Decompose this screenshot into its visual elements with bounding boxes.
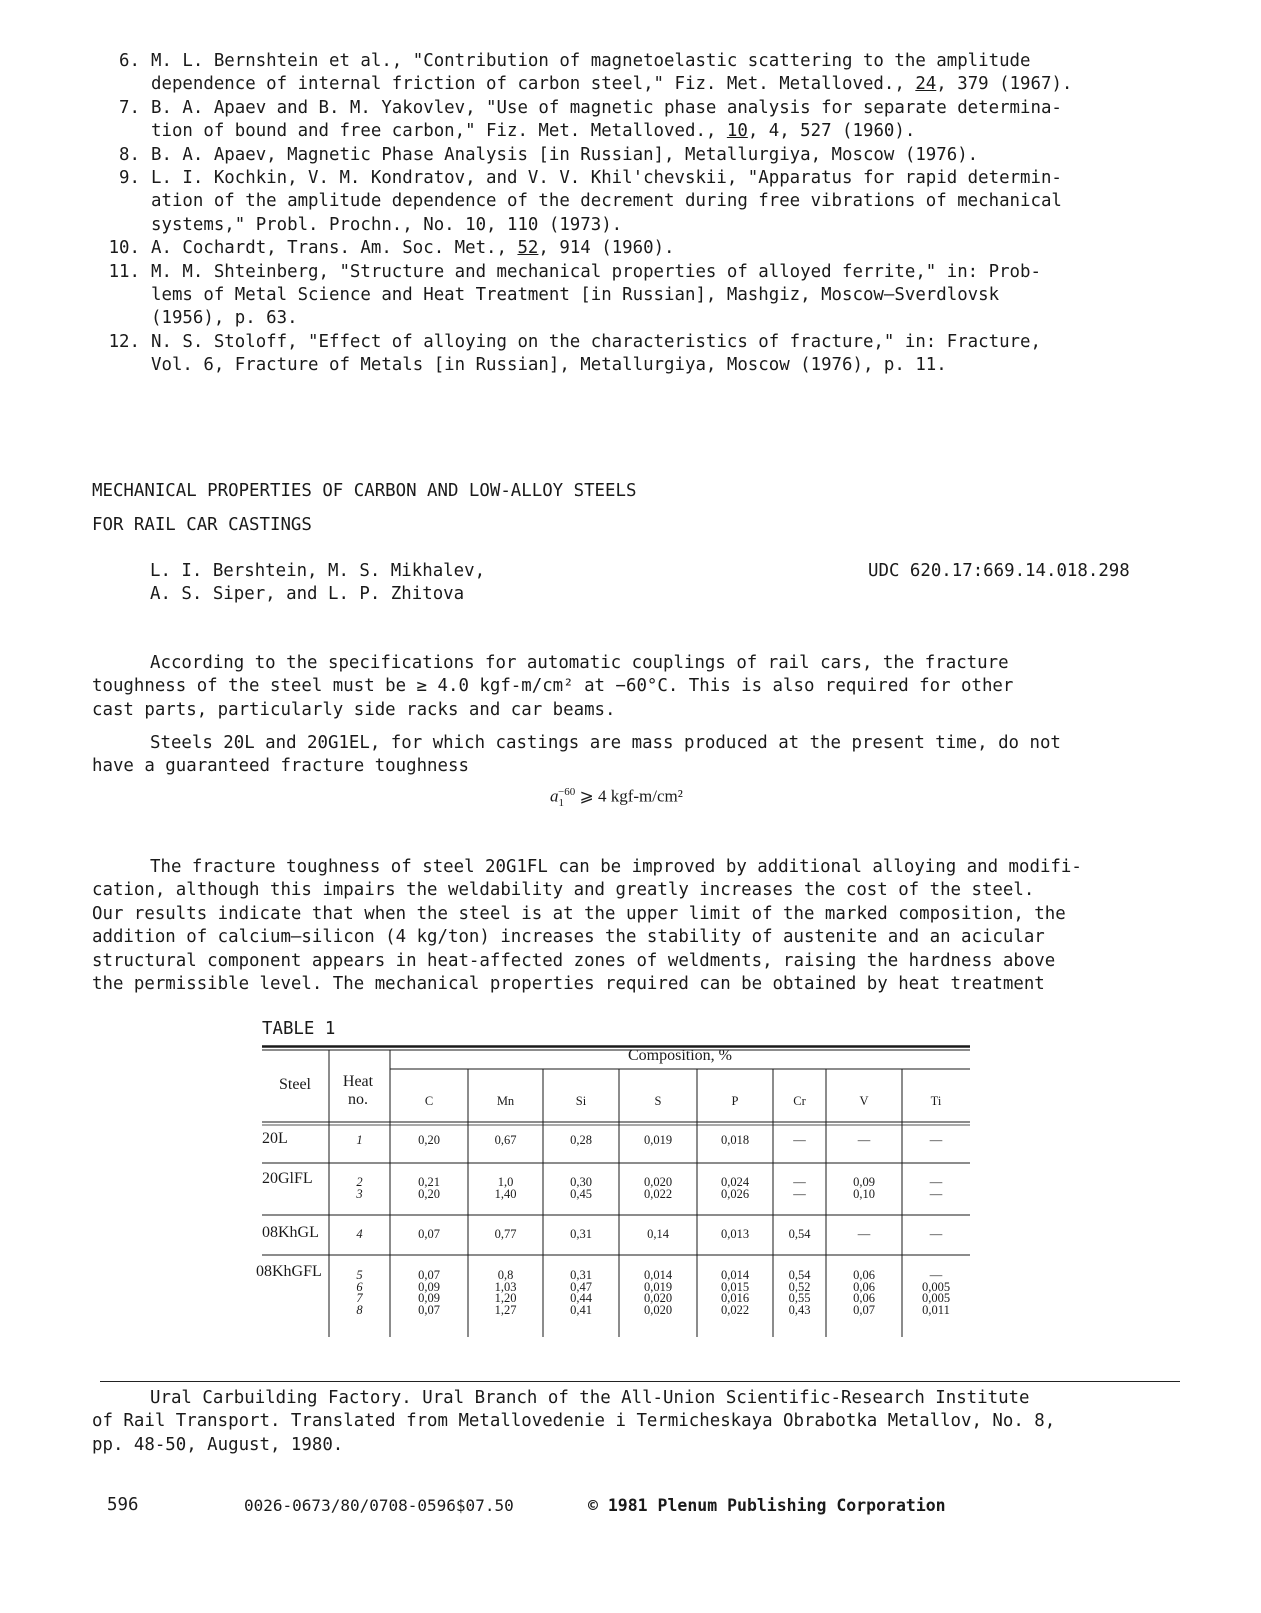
reference-text: (1956), p. 63. [151, 308, 298, 329]
table-cell: 0,14 [647, 1227, 669, 1241]
heat-number: 4 [356, 1227, 363, 1241]
header-element-p: P [731, 1094, 739, 1108]
article-title-line-2: FOR RAIL CAR CASTINGS [92, 515, 312, 535]
table-cell: 0,013 [720, 1227, 750, 1241]
reference-text: dependence of internal friction of carbon steel," Fiz. Met. Metalloved., 24, 379 (1967). [151, 74, 1073, 95]
paragraph-1 [92, 652, 1182, 722]
table-cell: — [857, 1133, 871, 1147]
formula-rest: ⩾ 4 kgf-m/cm² [575, 786, 683, 806]
table-cell: — [793, 1133, 806, 1147]
table-cell: 0,019 [643, 1133, 673, 1147]
table-cell: — — [793, 1175, 806, 1201]
table-cell: 0,54 0,52 0,55 0,43 [788, 1268, 811, 1317]
formula [550, 786, 683, 809]
authors-line: A. S. Siper, and L. P. Zhitova [150, 584, 465, 605]
reference-8 [92, 144, 1182, 167]
text-line: the permissible level. The mechanical properties required can be obtained by heat treatment [92, 974, 1045, 995]
authors-line: L. I. Bershtein, M. S. Mikhalev, [150, 561, 486, 581]
volume-number: 10 [726, 121, 748, 142]
formula-superscript: −60 [558, 786, 576, 798]
reference-text: B. A. Apaev and B. M. Yakovlev, "Use of magnetic phase analysis for separate determina- [151, 97, 1062, 118]
table-cell: 0,67 [494, 1133, 517, 1147]
steel-name: 20L [262, 1130, 288, 1147]
table-cell: 0,20 [418, 1133, 440, 1147]
reference-7 [92, 97, 1182, 144]
text-line: toughness of the steel must be ≥ 4.0 kgf-m/cm² at −60°C. This is also required for other [92, 676, 1014, 697]
reference-text: A. Cochardt, Trans. Am. Soc. Met., 52, 914 (1960). [151, 238, 675, 259]
table-cell: — [857, 1227, 871, 1241]
table-cell: — [929, 1133, 943, 1147]
table-title: TABLE 1 [262, 1019, 336, 1039]
footnote [92, 1387, 1182, 1457]
reference-9 [92, 167, 1182, 237]
steel-name: 08KhGFL [256, 1263, 322, 1280]
table-cell: — 0,005 0,005 0,011 [921, 1268, 951, 1317]
table-cell: — — [929, 1175, 943, 1201]
table-cell: 0,06 0,06 0,06 0,07 [853, 1268, 875, 1317]
reference-number: 7. [119, 97, 140, 118]
footnote-line: Ural Carbuilding Factory. Ural Branch of the All-Union Scientific-Research Institute [150, 1388, 1030, 1408]
table-cell: 0,31 0,47 0,44 0,41 [570, 1268, 592, 1317]
table-cell: 0,31 [570, 1227, 592, 1241]
reference-text: M. M. Shteinberg, "Structure and mechanical properties of alloyed ferrite," in: Prob- [151, 261, 1041, 282]
text-line: cation, although this impairs the weldability and greatly increases the cost of the steel. [92, 880, 1035, 901]
steel-name: 08KhGL [262, 1224, 319, 1241]
reference-text: B. A. Apaev, Magnetic Phase Analysis [in Russian], Metallurgiya, Moscow (1976). [151, 144, 979, 165]
reference-11 [92, 261, 1182, 331]
text-line: structural component appears in heat-affected zones of weldments, raising the hardness above [92, 950, 1056, 971]
reference-6 [92, 50, 1182, 97]
text-line: addition of calcium–silicon (4 kg/ton) increases the stability of austenite and an acicular [92, 927, 1045, 948]
table-cell: 0,014 0,019 0,020 0,020 [643, 1268, 673, 1317]
table-cell: 0,30 0,45 [570, 1175, 592, 1201]
table-cell: 0,8 1,03 1,20 1,27 [494, 1268, 517, 1317]
page-number: 596 [107, 1495, 139, 1515]
table-cell: — [929, 1227, 943, 1241]
reference-text: tion of bound and free carbon," Fiz. Met. Metalloved., 10, 4, 527 (1960). [151, 121, 916, 142]
header-element-s: S [654, 1094, 662, 1108]
footnote-line: pp. 48-50, August, 1980. [92, 1434, 344, 1455]
table-cell: 1,0 1,40 [494, 1175, 517, 1201]
header-element-v: V [859, 1094, 869, 1108]
reference-text: lems of Metal Science and Heat Treatment [in Russian], Mashgiz, Moscow—Sverdlovsk [151, 285, 1000, 306]
table-cell: 0,014 0,015 0,016 0,022 [720, 1268, 750, 1317]
header-element-cr: Cr [793, 1094, 806, 1108]
formula-symbol: a [550, 786, 559, 806]
reference-number: 12. [108, 331, 140, 352]
header-element-c: C [424, 1094, 434, 1108]
volume-number: 52 [517, 238, 539, 259]
steel-name: 20GlFL [262, 1170, 313, 1187]
reference-text: M. L. Bernshtein et al., "Contribution of magnetoelastic scattering to the amplitude [151, 51, 1031, 71]
reference-text: N. S. Stoloff, "Effect of alloying on the characteristics of fracture," in: Fracture, [151, 331, 1041, 352]
table-cell: 0,28 [570, 1133, 592, 1147]
volume-number: 24 [915, 74, 937, 95]
footnote-line: of Rail Transport. Translated from Metallovedenie i Termicheskaya Obrabotka Metallov, No. 8, [92, 1411, 1056, 1432]
paragraph-2 [92, 732, 1182, 779]
paragraph-3 [92, 856, 1202, 996]
article-code: 0026-0673/80/0708-0596$07.50 [244, 1496, 514, 1515]
reference-10 [92, 237, 1182, 260]
text-line: have a guaranteed fracture toughness [92, 756, 469, 777]
reference-list [92, 50, 1182, 378]
reference-text: Vol. 6, Fracture of Metals [in Russian], Metallurgiya, Moscow (1976), p. 11. [151, 355, 947, 376]
heat-number-list: 2 3 [356, 1175, 363, 1201]
header-heat-no: Heat no. [342, 1073, 374, 1108]
header-composition: Composition, % [627, 1047, 732, 1064]
heat-number-list: 5 6 7 8 [356, 1268, 363, 1317]
table-cell: 0,54 [788, 1227, 811, 1241]
table-cell: 0,07 [418, 1227, 440, 1241]
header-element-mn: Mn [496, 1094, 515, 1108]
reference-number: 8. [119, 144, 140, 165]
text-line: The fracture toughness of steel 20G1FL can be improved by additional alloying and modifi- [150, 857, 1082, 877]
table-cell: 0,21 0,20 [418, 1175, 440, 1201]
table-cell: 0,024 0,026 [720, 1175, 750, 1201]
header-steel: Steel [279, 1076, 311, 1093]
reference-text: ation of the amplitude dependence of the decrement during free vibrations of mechanical [151, 191, 1062, 212]
article-title-line-1: MECHANICAL PROPERTIES OF CARBON AND LOW-ALLOY STEELS [92, 481, 637, 501]
text-line: Our results indicate that when the steel is at the upper limit of the marked composition, the [92, 903, 1066, 924]
table-cell: 0,07 0,09 0,09 0,07 [418, 1268, 440, 1317]
table-cell: 0,09 0,10 [853, 1175, 875, 1201]
reference-number: 6. [119, 51, 140, 71]
reference-number: 10. [108, 238, 140, 259]
table-cell: 0,018 [720, 1133, 750, 1147]
header-element-ti: Ti [930, 1094, 942, 1108]
authors [150, 560, 485, 607]
footnote-rule [100, 1381, 1180, 1382]
reference-12 [92, 331, 1182, 378]
udc-code: UDC 620.17:669.14.018.298 [868, 561, 1130, 581]
heat-number: 1 [356, 1133, 363, 1147]
formula-subscript: 1 [558, 797, 564, 810]
copyright: © 1981 Plenum Publishing Corporation [588, 1496, 946, 1515]
reference-text: L. I. Kochkin, V. M. Kondratov, and V. V. Khil'chevskii, "Apparatus for rapid determin- [151, 168, 1062, 189]
header-element-si: Si [575, 1094, 587, 1108]
reference-number: 11. [108, 261, 140, 282]
text-line: cast parts, particularly side racks and car beams. [92, 699, 616, 720]
reference-text: systems," Probl. Prochn., No. 10, 110 (1973). [151, 214, 623, 235]
text-line: According to the specifications for automatic couplings of rail cars, the fracture [150, 653, 1009, 673]
table-cell: 0,020 0,022 [643, 1175, 673, 1201]
text-line: Steels 20L and 20G1EL, for which castings are mass produced at the present time, do not [150, 733, 1061, 753]
reference-number: 9. [119, 168, 140, 189]
table-cell: 0,77 [494, 1227, 517, 1241]
